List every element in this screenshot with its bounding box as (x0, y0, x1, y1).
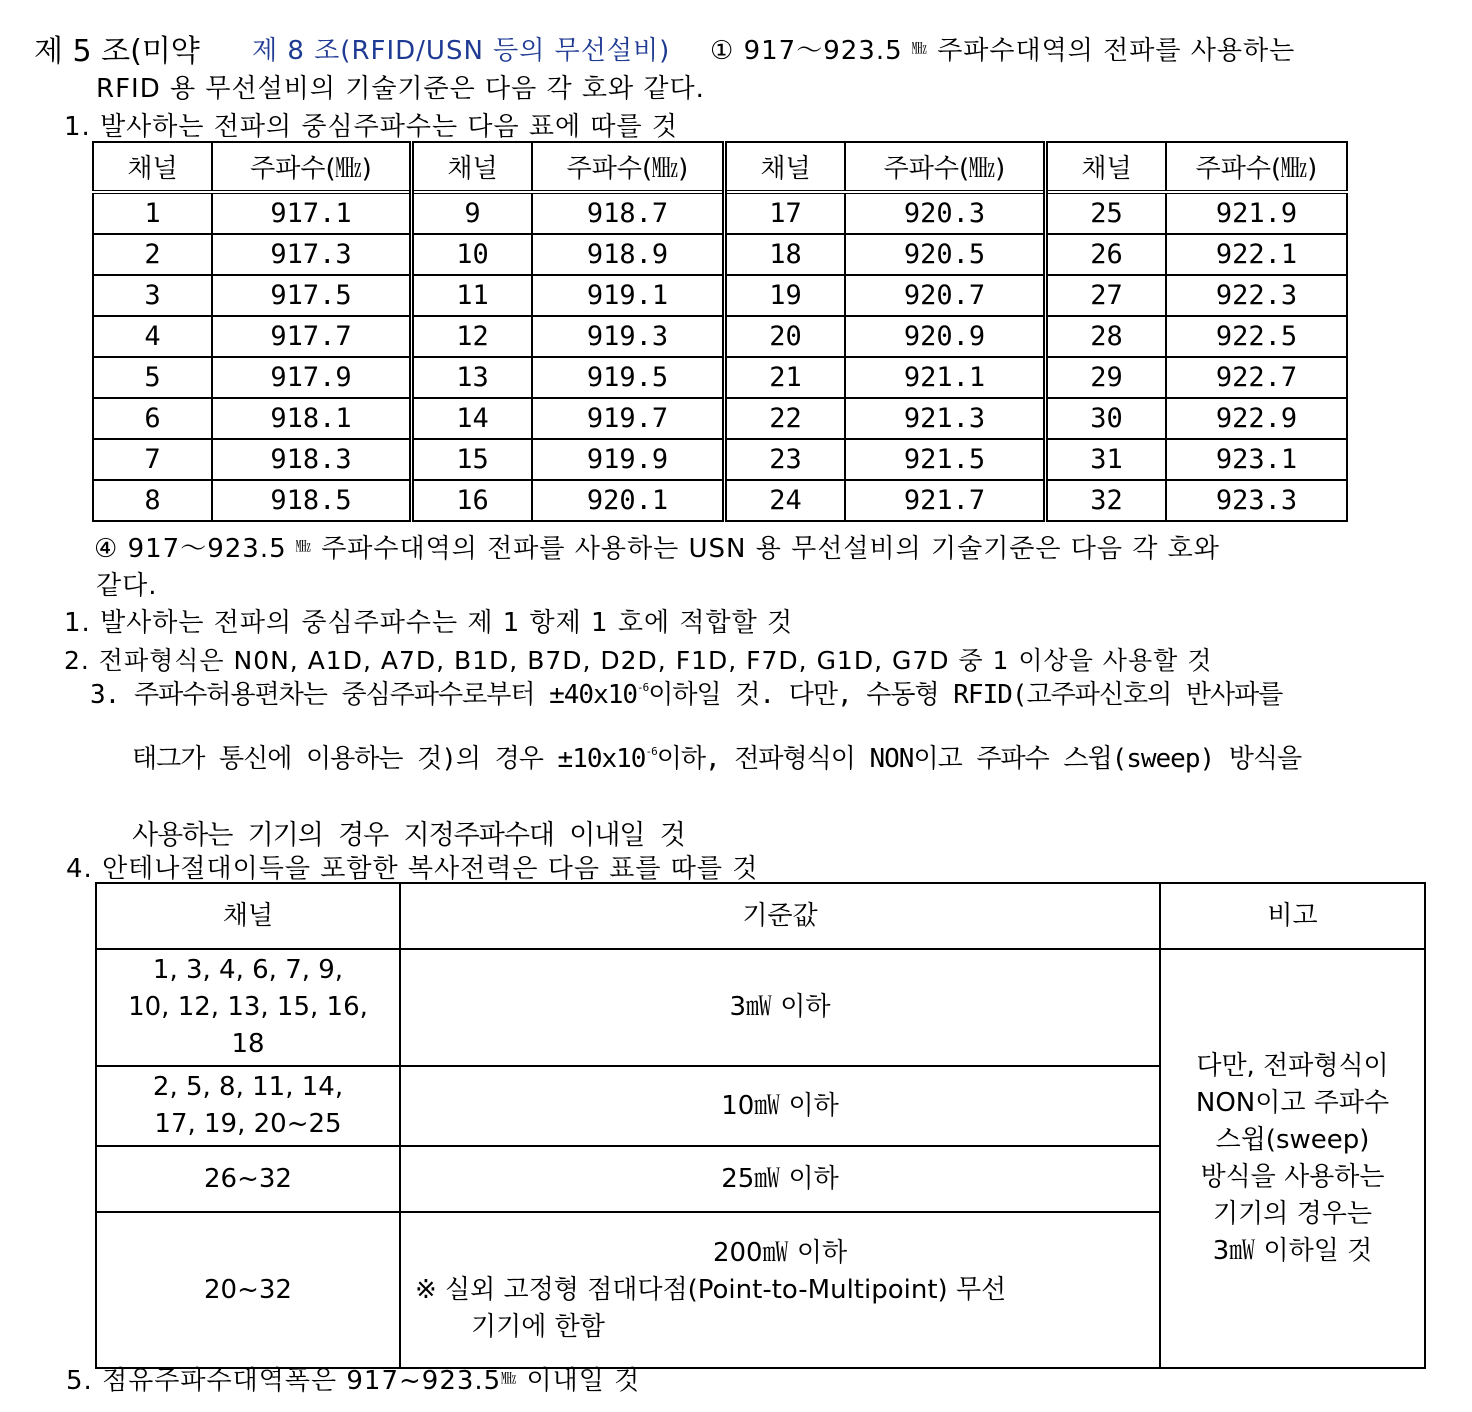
channel-text: 26~32 (204, 1163, 292, 1194)
channel-cell: 28 (1046, 316, 1167, 357)
channel-cell: 5 (93, 357, 212, 398)
channel-cell (96, 1146, 400, 1212)
usn-item5 (66, 1360, 640, 1397)
channel-cell: 20 (725, 316, 846, 357)
frequency-cell: 917.3 (212, 234, 412, 275)
channel-cell: 12 (412, 316, 533, 357)
frequency-cell: 920.1 (532, 480, 725, 521)
header-frequency: 주파수(㎒) (212, 142, 412, 192)
frequency-cell: 917.7 (212, 316, 412, 357)
table-row (93, 480, 1347, 521)
frequency-cell: 919.7 (532, 398, 725, 439)
remark-text: 기기의 경우는 (1213, 1198, 1372, 1229)
channel-cell: 29 (1046, 357, 1167, 398)
channel-cell (96, 1212, 400, 1368)
frequency-cell: 918.9 (532, 234, 725, 275)
header-frequency: 주파수(㎒) (1166, 142, 1347, 192)
channel-cell: 25 (1046, 192, 1167, 234)
para1-line2: RFID 용 무선설비의 기술기준은 다음 각 호와 같다. (96, 74, 705, 104)
rfid-item1: 1. 발사하는 전파의 중심주파수는 다음 표에 따를 것 (64, 112, 678, 142)
table-row (93, 192, 1347, 234)
usn-item2: 2. 전파형식은 N0N, A1D, A7D, B1D, B7D, D2D, F1D, F7D, G1D, G7D 중 1 이상을 사용할 것 (64, 646, 1213, 675)
value-cell (400, 1212, 1160, 1368)
frequency-cell: 923.3 (1166, 480, 1347, 521)
channel-cell: 21 (725, 357, 846, 398)
frequency-cell: 917.5 (212, 275, 412, 316)
item5-text-a: 5. 점유주파수대역폭은 917~923.5 (66, 1366, 502, 1396)
value-cell (400, 1146, 1160, 1212)
channel-cell: 4 (93, 316, 212, 357)
frequency-cell: 920.7 (845, 275, 1046, 316)
remark-text: 방식을 사용하는 (1200, 1161, 1385, 1192)
frequency-cell: 919.3 (532, 316, 725, 357)
table-row (93, 439, 1347, 480)
channel-cell: 30 (1046, 398, 1167, 439)
table-header-row (93, 142, 1347, 192)
table-header-row (96, 883, 1425, 949)
channel-cell: 2 (93, 234, 212, 275)
header-channel: 채널 (96, 883, 400, 949)
channel-cell: 26 (1046, 234, 1167, 275)
channel-cell: 9 (412, 192, 533, 234)
channel-cell: 31 (1046, 439, 1167, 480)
frequency-cell: 923.1 (1166, 439, 1347, 480)
value-cell (400, 949, 1160, 1066)
frequency-cell: 918.1 (212, 398, 412, 439)
usn-item3-text-a: 3. 주파수허용편차는 중심주파수로부터 ±40x10 (90, 680, 638, 710)
frequency-cell: 921.3 (845, 398, 1046, 439)
channel-cell: 13 (412, 357, 533, 398)
channel-text: 20~32 (204, 1274, 292, 1305)
remark-text: 3㎽ 이하일 것 (1212, 1235, 1373, 1266)
header-remark: 비고 (1160, 883, 1425, 949)
para1-line1 (710, 30, 1295, 67)
header-standard-value: 기준값 (400, 883, 1160, 949)
usn-item3-exponent: -6 (637, 681, 649, 694)
frequency-cell: 920.3 (845, 192, 1046, 234)
para1-text: 주파수대역의 전파를 사용하는 (937, 36, 1296, 66)
para4-range: ④ 917～923.5 (94, 534, 287, 564)
frequency-cell: 919.1 (532, 275, 725, 316)
frequency-cell: 917.9 (212, 357, 412, 398)
channel-cell: 23 (725, 439, 846, 480)
channel-cell (96, 949, 400, 1066)
channel-text: 1, 3, 4, 6, 7, 9, (152, 955, 344, 985)
frequency-cell: 920.5 (845, 234, 1046, 275)
frequency-cell: 918.3 (212, 439, 412, 480)
channel-cell: 22 (725, 398, 846, 439)
item5-text-b: 이내일 것 (526, 1366, 641, 1396)
frequency-cell: 920.9 (845, 316, 1046, 357)
channel-text: 10, 12, 13, 15, 16, (128, 992, 368, 1022)
usn-item3-exponent-2: -6 (645, 745, 657, 758)
header-channel: 채널 (412, 142, 533, 192)
usn-item3-line1 (90, 674, 1282, 711)
frequency-cell: 921.1 (845, 357, 1046, 398)
channel-cell: 14 (412, 398, 533, 439)
channel-cell: 10 (412, 234, 533, 275)
table-row (93, 275, 1347, 316)
remark-text: 다만, 전파형식이 (1196, 1050, 1389, 1081)
channel-cell: 7 (93, 439, 212, 480)
frequency-cell: 922.9 (1166, 398, 1347, 439)
channel-frequency-table (92, 141, 1348, 522)
table-row (93, 357, 1347, 398)
channel-cell: 32 (1046, 480, 1167, 521)
radiated-power-table (95, 882, 1426, 1369)
frequency-cell: 922.3 (1166, 275, 1347, 316)
table-row (93, 398, 1347, 439)
value-note: 기기에 한함 (471, 1311, 605, 1342)
channel-text: 2, 5, 8, 11, 14, (152, 1072, 344, 1102)
table-row (96, 949, 1425, 1066)
usn-item3-text-c: 태그가 통신에 이용하는 것)의 경우 ±10x10 (132, 744, 646, 774)
usn-item3-line2 (132, 738, 1301, 775)
remark-text: 스윕(sweep) (1215, 1124, 1370, 1155)
header-channel: 채널 (1046, 142, 1167, 192)
channel-cell: 8 (93, 480, 212, 521)
frequency-cell: 918.7 (532, 192, 725, 234)
channel-cell: 3 (93, 275, 212, 316)
table-row (93, 234, 1347, 275)
header-channel: 채널 (725, 142, 846, 192)
channel-cell: 11 (412, 275, 533, 316)
frequency-cell: 922.1 (1166, 234, 1347, 275)
value-text: 200㎽ 이하 (712, 1237, 848, 1268)
channel-cell: 27 (1046, 275, 1167, 316)
frequency-cell: 921.5 (845, 439, 1046, 480)
usn-item3-text-b: 이하일 것. 다만, 수동형 RFID(고주파신호의 반사파를 (648, 680, 1283, 710)
channel-cell: 6 (93, 398, 212, 439)
remark-cell (1160, 949, 1425, 1368)
remark-text: NON이고 주파수 (1195, 1087, 1390, 1118)
table-row (93, 316, 1347, 357)
frequency-cell: 918.5 (212, 480, 412, 521)
channel-text: 17, 19, 20~25 (154, 1109, 342, 1139)
frequency-cell: 921.7 (845, 480, 1046, 521)
value-text: 3㎽ 이하 (729, 992, 831, 1022)
value-text: 25㎽ 이하 (721, 1163, 839, 1194)
para1-range: ① 917～923.5 (710, 36, 903, 66)
frequency-cell: 919.5 (532, 357, 725, 398)
frequency-cell: 921.9 (1166, 192, 1347, 234)
value-text: 10㎽ 이하 (721, 1090, 839, 1121)
item5-unit: ㎒ (501, 1369, 518, 1387)
channel-cell: 24 (725, 480, 846, 521)
para4-unit: ㎒ (295, 537, 312, 555)
channel-text: 18 (231, 1029, 265, 1059)
channel-cell: 19 (725, 275, 846, 316)
channel-cell: 1 (93, 192, 212, 234)
para4-line1 (94, 528, 1220, 565)
frequency-cell: 919.9 (532, 439, 725, 480)
usn-item1: 1. 발사하는 전파의 중심주파수는 제 1 항제 1 호에 적합할 것 (64, 608, 794, 638)
channel-cell: 17 (725, 192, 846, 234)
para1-unit: ㎒ (911, 39, 928, 57)
value-note: ※ 실외 고정형 점대다점(Point-to-Multipoint) 무선 (415, 1274, 1007, 1305)
channel-cell (96, 1066, 400, 1146)
channel-cell: 16 (412, 480, 533, 521)
usn-item3-line3: 사용하는 기기의 경우 지정주파수대 이내일 것 (132, 820, 685, 851)
channel-cell: 18 (725, 234, 846, 275)
header-frequency: 주파수(㎒) (532, 142, 725, 192)
header-channel: 채널 (93, 142, 212, 192)
frequency-cell: 917.1 (212, 192, 412, 234)
para4-line2: 같다. (96, 571, 158, 601)
usn-item4: 4. 안테나절대이득을 포함한 복사전력은 다음 표를 따를 것 (66, 854, 759, 884)
article5-heading: 제 5 조(미약 (34, 34, 200, 69)
frequency-cell: 922.5 (1166, 316, 1347, 357)
frequency-cell: 922.7 (1166, 357, 1347, 398)
article8-title: 제 8 조(RFID/USN 등의 무선설비) (252, 36, 671, 66)
value-cell (400, 1066, 1160, 1146)
para4-text: 주파수대역의 전파를 사용하는 USN 용 무선설비의 기술기준은 다음 각 호와 (321, 534, 1220, 564)
usn-item3-text-d: 이하, 전파형식이 NON이고 주파수 스윕(sweep) 방식을 (656, 744, 1302, 774)
channel-cell: 15 (412, 439, 533, 480)
header-frequency: 주파수(㎒) (845, 142, 1046, 192)
